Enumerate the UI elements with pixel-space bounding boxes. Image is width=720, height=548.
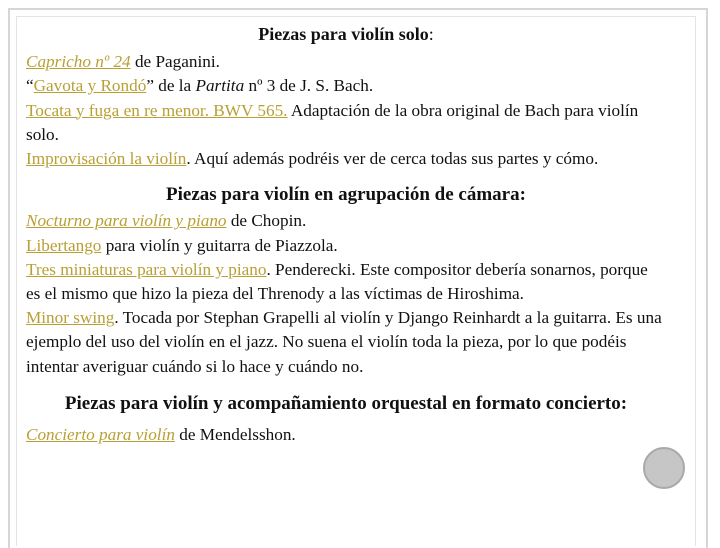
heading-camara: Piezas para violín en agrupación de cámara:	[166, 184, 526, 206]
list-item: Capricho nº 24 de Paganini.	[26, 52, 220, 72]
list-item: Improvisación la violín. Aquí además podréis ver de cerca todas sus partes y cómo.	[26, 149, 599, 169]
link-tocata[interactable]: Tocata y fuga en re menor. BWV 565.	[26, 100, 288, 120]
link-libertango[interactable]: Libertango	[26, 235, 102, 255]
list-item: Libertango para violín y guitarra de Piazzola.	[26, 235, 338, 255]
slide-content	[26, 22, 666, 447]
list-item: Nocturno para violín y piano de Chopin.	[26, 211, 307, 231]
link-improvisacion[interactable]: Improvisación la violín	[26, 149, 187, 169]
link-gavota[interactable]: Gavota y Rondó	[33, 76, 147, 96]
list-item: “Gavota y Rondó” de la Partita nº 3 de J. S. Bach.	[26, 76, 374, 96]
link-concierto[interactable]: Concierto para violín	[26, 424, 175, 444]
link-minor-swing[interactable]: Minor swing	[26, 308, 115, 328]
slide-decoration-circle	[643, 447, 685, 489]
heading-concierto: Piezas para violín y acompañamiento orquestal en formato concierto:	[64, 392, 628, 414]
list-item: Concierto para violín de Mendelsshon.	[26, 424, 296, 444]
link-tres-miniaturas[interactable]: Tres miniaturas para violín y piano	[26, 259, 267, 279]
heading-solo: Piezas para violín solo:	[258, 24, 434, 44]
list-item: Tocata y fuga en re menor. BWV 565. Adaptación de la obra original de Bach para violín solo.	[26, 100, 639, 144]
link-nocturno[interactable]: Nocturno para violín y piano	[26, 211, 227, 231]
list-item: Minor swing. Tocada por Stephan Grapelli al violín y Django Reinhardt a la guitarra. Es una ejemplo del uso del violín en el jazz. No suena el violín toda la pieza, por lo que podéis intentar averiguar cuándo si lo hace y cuándo no.	[26, 308, 662, 376]
link-capricho[interactable]: Capricho nº 24	[26, 52, 131, 72]
list-item: Tres miniaturas para violín y piano. Penderecki. Este compositor debería sonarnos, porque es el mismo que hizo la pieza del Threnody a las víctimas de Hiroshima.	[26, 259, 648, 304]
